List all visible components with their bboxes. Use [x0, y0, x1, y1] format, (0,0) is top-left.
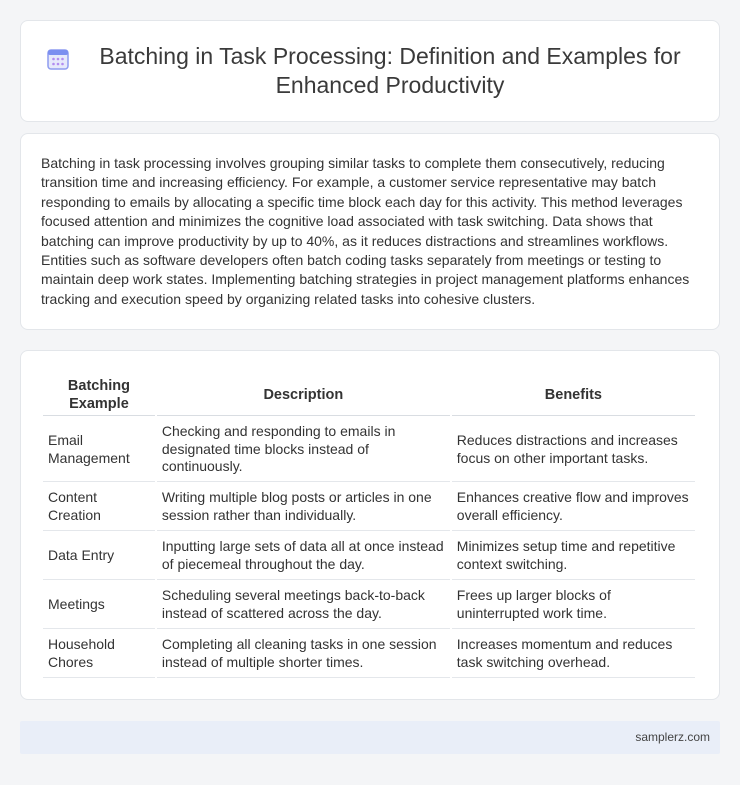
table-row: [43, 631, 695, 678]
cell-description: Checking and responding to emails in designated time blocks instead of continuously.: [157, 418, 450, 482]
header-description: Description: [157, 373, 450, 416]
cell-example: Data Entry: [43, 533, 155, 580]
cell-benefits: Minimizes setup time and repetitive context switching.: [452, 533, 695, 580]
cell-description: Completing all cleaning tasks in one session instead of multiple shorter times.: [157, 631, 450, 678]
cell-example: Meetings: [43, 582, 155, 629]
footer: [20, 721, 720, 754]
table-row: [43, 582, 695, 629]
cell-example: Content Creation: [43, 484, 155, 531]
cell-benefits: Frees up larger blocks of uninterrupted work time.: [452, 582, 695, 629]
intro-paragraph: Batching in task processing involves grouping similar tasks to complete them consecutively, reducing transition time and increasing efficiency. For example, a customer service representative may batch responding to emails by allocating a specific time block each day for this activity. This method leverages focused attention and minimizes the cognitive load associated with task switching. Data shows that batching can improve productivity by up to 40%, as it reduces distractions and streamlines workflows. Entities such as software developers often batch coding tasks separately from meetings or testing to maintain deep work states. Implementing batching strategies in project management platforms enhances tracking and execution speed by organizing related tasks into cohesive clusters.: [41, 155, 690, 307]
header-batching-example: Batching Example: [43, 373, 155, 416]
cell-benefits: Enhances creative flow and improves overall efficiency.: [452, 484, 695, 531]
table-row: [43, 533, 695, 580]
table-header-row: [43, 373, 695, 416]
cell-example: Household Chores: [43, 631, 155, 678]
cell-benefits: Reduces distractions and increases focus on other important tasks.: [452, 418, 695, 482]
cell-description: Writing multiple blog posts or articles in one session rather than individually.: [157, 484, 450, 531]
table-row: [43, 418, 695, 482]
cell-benefits: Increases momentum and reduces task switching overhead.: [452, 631, 695, 678]
title-card: [20, 20, 720, 122]
footer-site-link[interactable]: samplerz.com: [635, 730, 710, 744]
cell-example: Email Management: [43, 418, 155, 482]
page-title: Batching in Task Processing: Definition and Examples for Enhanced Productivity: [99, 43, 681, 98]
header-benefits: Benefits: [452, 373, 695, 416]
cell-description: Scheduling several meetings back-to-back instead of scattered across the day.: [157, 582, 450, 629]
table-row: [43, 484, 695, 531]
cell-description: Inputting large sets of data all at once instead of piecemeal throughout the day.: [157, 533, 450, 580]
intro-card: [20, 133, 720, 330]
batching-table: [41, 371, 697, 680]
table-card: [20, 350, 720, 700]
